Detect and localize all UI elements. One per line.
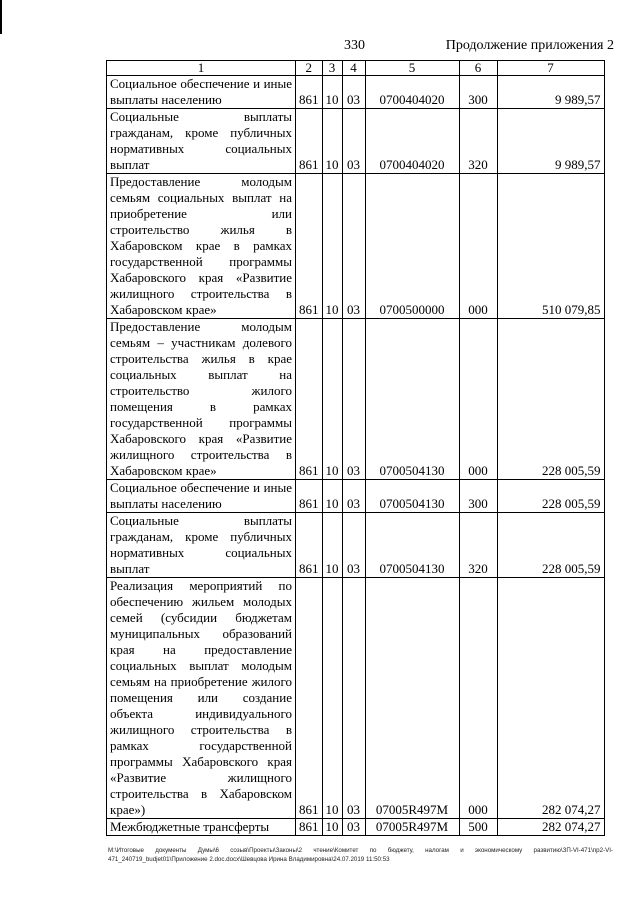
- table-row: [107, 513, 605, 578]
- cell-amount: 9 989,57: [497, 109, 604, 174]
- cell-c3: 10: [322, 319, 342, 480]
- cell-amount: 9 989,57: [497, 76, 604, 109]
- cell-c4: 03: [342, 319, 365, 480]
- cell-c5: 0700504130: [365, 480, 459, 513]
- table-row: [107, 819, 605, 836]
- cell-c6: 320: [459, 109, 497, 174]
- cell-c2: 861: [296, 513, 323, 578]
- cell-c2: 861: [296, 578, 323, 819]
- cell-c6: 000: [459, 319, 497, 480]
- cell-c5: 0700504130: [365, 319, 459, 480]
- cell-c2: 861: [296, 819, 323, 836]
- cell-amount: 282 074,27: [497, 578, 604, 819]
- table-row: [107, 319, 605, 480]
- cell-c5: 0700504130: [365, 513, 459, 578]
- cell-c4: 03: [342, 513, 365, 578]
- cell-amount: 228 005,59: [497, 480, 604, 513]
- cell-c4: 03: [342, 76, 365, 109]
- appendix-continuation-label: Продолжение приложения 2: [445, 38, 614, 53]
- cell-c3: 10: [322, 819, 342, 836]
- cell-amount: 510 079,85: [497, 174, 604, 319]
- column-header: 6: [459, 61, 497, 76]
- document-path-footer: M:\Итоговые документы Думы\6 созыв\Проекты\Законы\2 чтение\Комитет по бюджету, налогам и экономическому развитию\ЗП-VI-471\пр2-VI-471_240719_budjet01\Приложение 2.doc.docx\Шевцова Ирина Владимировна\24.07.2019 11:50:53: [108, 847, 613, 863]
- cell-c4: 03: [342, 480, 365, 513]
- cell-c4: 03: [342, 174, 365, 319]
- cell-c3: 10: [322, 513, 342, 578]
- row-name: Реализация мероприятий по обеспечению жильем молодых семей (субсидии бюджетам муниципальных образований края на предоставление социальных выплат молодым семьям на приобретение жилого помещения или создание объекта индивидуального жилищного строительства в рамках государственной программы Хабаровского края «Развитие жилищного строительства в Хабаровском крае»): [107, 578, 296, 819]
- cell-c6: 000: [459, 174, 497, 319]
- row-name: Предоставление молодым семьям социальных выплат на приобретение или строительство жилья в Хабаровском крае в рамках государственной программы Хабаровского края «Развитие жилищного строительства в Хабаровском крае»: [107, 174, 296, 319]
- row-name: Социальное обеспечение и иные выплаты населению: [107, 76, 296, 109]
- column-header: 4: [342, 61, 365, 76]
- cell-c5: 0700404020: [365, 109, 459, 174]
- cell-c5: 07005R497M: [365, 578, 459, 819]
- cell-c2: 861: [296, 480, 323, 513]
- cell-c3: 10: [322, 109, 342, 174]
- column-header: 1: [107, 61, 296, 76]
- cell-c2: 861: [296, 109, 323, 174]
- column-header: 3: [322, 61, 342, 76]
- table-row: [107, 76, 605, 109]
- cell-amount: 228 005,59: [497, 319, 604, 480]
- row-name: Межбюджетные трансферты: [107, 819, 296, 836]
- cell-c4: 03: [342, 109, 365, 174]
- cell-c6: 000: [459, 578, 497, 819]
- table-row: [107, 109, 605, 174]
- budget-table: [106, 60, 605, 836]
- row-name: Социальное обеспечение и иные выплаты населению: [107, 480, 296, 513]
- cell-c4: 03: [342, 578, 365, 819]
- cell-amount: 228 005,59: [497, 513, 604, 578]
- cell-c3: 10: [322, 578, 342, 819]
- cell-c5: 07005R497M: [365, 819, 459, 836]
- cell-c2: 861: [296, 174, 323, 319]
- row-name: Предоставление молодым семьям – участникам долевого строительства жилья в крае социальных выплат на строительство жилого помещения в рамках государственной программы Хабаровского края «Развитие жилищного строительства в Хабаровском крае»: [107, 319, 296, 480]
- cell-c6: 300: [459, 76, 497, 109]
- table-row: [107, 578, 605, 819]
- cell-c6: 500: [459, 819, 497, 836]
- table-header-row: [107, 61, 605, 76]
- cell-c6: 320: [459, 513, 497, 578]
- cell-c3: 10: [322, 174, 342, 319]
- cell-c6: 300: [459, 480, 497, 513]
- row-name: Социальные выплаты гражданам, кроме публичных нормативных социальных выплат: [107, 109, 296, 174]
- column-header: 7: [497, 61, 604, 76]
- page-number: 330: [344, 38, 365, 53]
- column-header: 5: [365, 61, 459, 76]
- cell-amount: 282 074,27: [497, 819, 604, 836]
- cell-c2: 861: [296, 319, 323, 480]
- margin-mark: [0, 0, 2, 34]
- cell-c4: 03: [342, 819, 365, 836]
- table-row: [107, 174, 605, 319]
- cell-c5: 0700404020: [365, 76, 459, 109]
- column-header: 2: [296, 61, 323, 76]
- row-name: Социальные выплаты гражданам, кроме публичных нормативных социальных выплат: [107, 513, 296, 578]
- cell-c2: 861: [296, 76, 323, 109]
- cell-c5: 0700500000: [365, 174, 459, 319]
- cell-c3: 10: [322, 76, 342, 109]
- table-row: [107, 480, 605, 513]
- cell-c3: 10: [322, 480, 342, 513]
